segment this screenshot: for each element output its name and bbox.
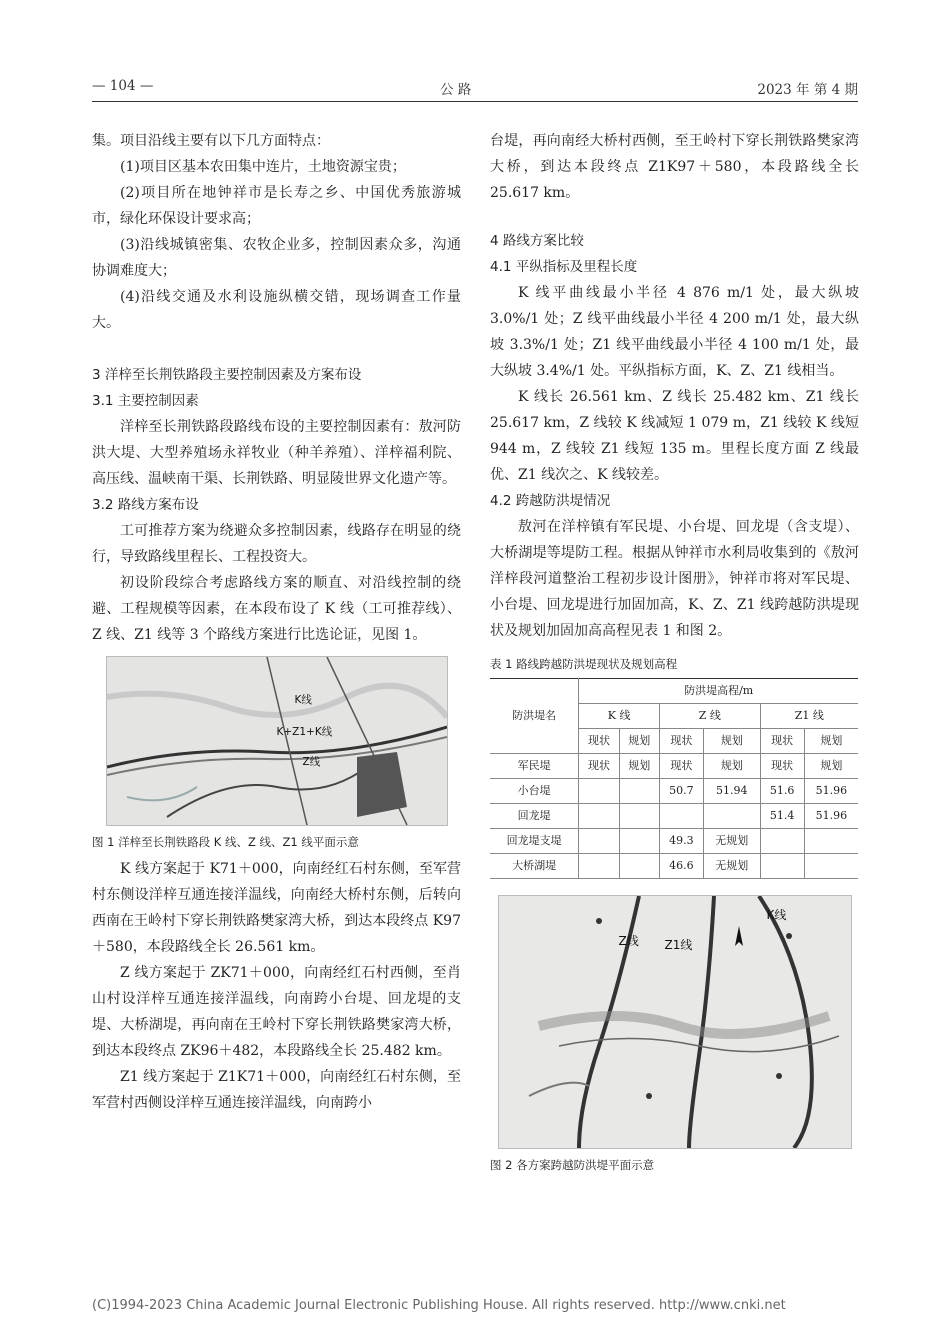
table-cell <box>619 779 659 804</box>
table-header: 规划 <box>703 729 760 754</box>
table-cell: 现状 <box>760 754 804 779</box>
table-cell: 49.3 <box>659 829 703 854</box>
table-cell: 50.7 <box>659 779 703 804</box>
subsection-heading: 3.2 路线方案布设 <box>92 497 199 513</box>
table-cell: 51.96 <box>804 779 858 804</box>
table-header: K 线 <box>579 704 660 729</box>
table-header: 现状 <box>659 729 703 754</box>
table-cell: 51.94 <box>703 779 760 804</box>
subsection-heading: 3.1 主要控制因素 <box>92 393 199 409</box>
table-cell: 小台堤 <box>490 779 579 804</box>
paragraph: Z1 线方案起于 Z1K71＋000，向南经红石村东侧，至军营村西侧设洋梓互通连接洋温线，向南跨小 <box>92 1069 461 1111</box>
table-header: 现状 <box>760 729 804 754</box>
table-row <box>490 779 858 804</box>
table-row <box>490 854 858 879</box>
table-caption: 表 1 路线跨越防洪堤现状及规划高程 <box>490 657 678 671</box>
list-item: (4)沿线交通及水利设施纵横交错，现场调查工作量大。 <box>92 289 461 331</box>
table-header: 防洪堤名 <box>490 679 579 754</box>
table-cell <box>659 804 703 829</box>
figure-1-map <box>106 656 448 826</box>
table-cell: 回龙堤 <box>490 804 579 829</box>
table-cell <box>760 829 804 854</box>
table-header: 规划 <box>619 729 659 754</box>
table-cell: 无规划 <box>703 829 760 854</box>
figure-2-map <box>498 895 852 1149</box>
map-label: K线 <box>294 694 312 706</box>
issue-label: 2023 年 第 4 期 <box>757 82 858 98</box>
table-cell: 规划 <box>703 754 760 779</box>
paragraph: 工可推荐方案为绕避众多控制因素，线路存在明显的绕行，导致路线里程长、工程投资大。 <box>92 523 461 565</box>
map-label: Z1线 <box>664 938 693 952</box>
dike-elevation-table <box>490 678 858 879</box>
right-column <box>490 128 859 1175</box>
copyright-footer: (C)1994-2023 China Academic Journal Electronic Publishing House. All rights reserved. http://www.cnki.net <box>92 1298 786 1313</box>
section-heading: 4 路线方案比较 <box>490 233 584 249</box>
map-label: Z线 <box>618 934 639 948</box>
table-row <box>490 829 858 854</box>
table-row <box>490 804 858 829</box>
left-column <box>92 128 461 1116</box>
figure-2-caption: 图 2 各方案跨越防洪堤平面示意 <box>490 1158 655 1172</box>
list-item: (1)项目区基本农田集中连片，土地资源宝贵； <box>120 159 406 175</box>
table-cell <box>579 854 619 879</box>
table-cell: 46.6 <box>659 854 703 879</box>
paragraph: 敖河在洋梓镇有军民堤、小台堤、回龙堤（含支堤）、大桥湖堤等堤防工程。根据从钟祥市水利局收集到的《敖河洋梓段河道整治工程初步设计图册》，钟祥市将对军民堤、小台堤、回龙堤进行加固加高，K、Z、Z1 线跨越防洪堤现状及规划加固加高高程见表 1 和图 2。 <box>490 519 859 639</box>
table-header: Z 线 <box>659 704 760 729</box>
table-cell <box>804 829 858 854</box>
table-cell: 51.4 <box>760 804 804 829</box>
figure-1-caption: 图 1 洋梓至长荆铁路段 K 线、Z 线、Z1 线平面示意 <box>92 835 359 849</box>
map-label: K+Z1+K线 <box>276 726 333 738</box>
subsection-heading: 4.1 平纵指标及里程长度 <box>490 259 638 275</box>
paragraph: 洋梓至长荆铁路段路线布设的主要控制因素有：敖河防洪大堤、大型养殖场永祥牧业（种羊养殖）、洋梓福利院、高压线、温峡南干渠、长荆铁路、明显陵世界文化遗产等。 <box>92 419 461 487</box>
table-cell <box>579 804 619 829</box>
paragraph: K 线长 26.561 km、Z 线长 25.482 km、Z1 线长 25.617 km，Z 线较 K 线减短 1 079 m，Z1 线较 K 线短 944 m，Z 线较 Z1 线短 135 m。里程长度方面 Z 线最优、Z1 线次之、K 线较差。 <box>490 389 859 483</box>
table-cell <box>804 854 858 879</box>
paragraph: K 线平曲线最小半径 4 876 m/1 处，最大纵坡 3.0%/1 处；Z 线平曲线最小半径 4 200 m/1 处，最大纵坡 3.3%/1 处；Z1 线平曲线最小半径 4 100 m/1 处，最大纵坡 3.4%/1 处。平纵指标方面，K、Z、Z1 线相当。 <box>490 285 859 379</box>
table-cell: 51.6 <box>760 779 804 804</box>
table-header: 规划 <box>804 729 858 754</box>
table-cell <box>619 854 659 879</box>
table-header: 防洪堤高程/m <box>579 679 858 704</box>
table-cell <box>619 829 659 854</box>
paragraph: 台堤，再向南经大桥村西侧，至王岭村下穿长荆铁路樊家湾大桥，到达本段终点 Z1K97＋580，本段路线全长 25.617 km。 <box>490 133 859 201</box>
table-cell: 现状 <box>659 754 703 779</box>
paragraph: Z 线方案起于 ZK71＋000，向南经红石村西侧，至肖山村设洋梓互通连接洋温线，向南跨小台堤、回龙堤的支堤、大桥湖堤，再向南在王岭村下穿长荆铁路樊家湾大桥，到达本段终点 ZK96＋482，本段路线全长 25.482 km。 <box>92 965 461 1059</box>
table-cell: 规划 <box>619 754 659 779</box>
table-row <box>490 754 858 779</box>
list-item: (2)项目所在地钟祥市是长寿之乡、中国优秀旅游城市，绿化环保设计要求高； <box>92 185 461 227</box>
table-cell: 现状 <box>579 754 619 779</box>
section-heading: 3 洋梓至长荆铁路段主要控制因素及方案布设 <box>92 367 362 383</box>
page-number: — 104 — <box>92 78 154 94</box>
table-header: 现状 <box>579 729 619 754</box>
table-cell: 无规划 <box>703 854 760 879</box>
table-cell: 规划 <box>804 754 858 779</box>
table-cell <box>619 804 659 829</box>
paragraph: K 线方案起于 K71＋000，向南经红石村东侧，至军营村东侧设洋梓互通连接洋温线，向南经大桥村东侧，后转向西南在王岭村下穿长荆铁路樊家湾大桥，到达本段终点 K97＋580，本段路线全长 26.561 km。 <box>92 861 461 955</box>
table-cell <box>579 779 619 804</box>
header-rule <box>92 101 858 102</box>
paragraph: 初设阶段综合考虑路线方案的顺直、对沿线控制的绕避、工程规模等因素，在本段布设了 K 线（工可推荐线）、Z 线、Z1 线等 3 个路线方案进行比选论证，见图 1。 <box>92 575 461 643</box>
paragraph: 集。项目沿线主要有以下几方面特点： <box>92 133 330 149</box>
table-cell: 军民堤 <box>490 754 579 779</box>
table-cell: 51.96 <box>804 804 858 829</box>
table-cell <box>703 804 760 829</box>
journal-title: 公 路 <box>440 82 472 98</box>
table-header: Z1 线 <box>760 704 858 729</box>
table-cell <box>760 854 804 879</box>
table-cell: 大桥湖堤 <box>490 854 579 879</box>
table-cell: 回龙堤支堤 <box>490 829 579 854</box>
list-item: (3)沿线城镇密集、农牧企业多，控制因素众多，沟通协调难度大； <box>92 237 461 279</box>
map-label: K线 <box>766 908 787 922</box>
table-cell <box>579 829 619 854</box>
subsection-heading: 4.2 跨越防洪堤情况 <box>490 493 611 509</box>
map-label: Z线 <box>302 756 321 768</box>
